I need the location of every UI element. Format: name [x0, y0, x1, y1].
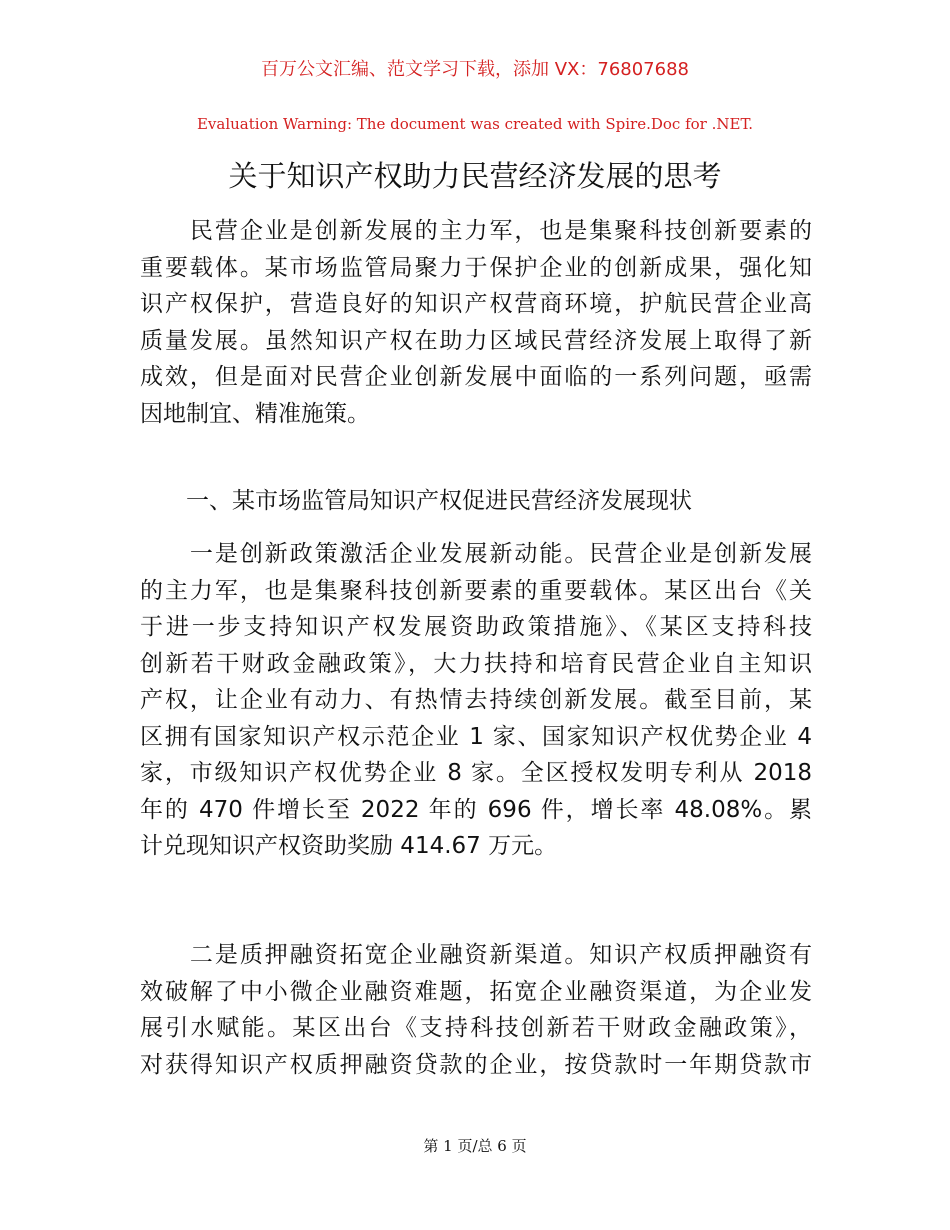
paragraph-line: 家，市级知识产权优势企业 8 家。全区授权发明专利从 2018 — [140, 760, 812, 786]
section-heading-text: 一、某市场监管局知识产权促进民营经济发展现状 — [140, 488, 692, 514]
paragraph-line: 年的 470 件增长至 2022 年的 696 件，增长率 48.08%。累 — [140, 796, 812, 823]
paragraph-line: 效破解了中小微企业融资难题，拓宽企业融资渠道，为企业发 — [140, 978, 812, 1005]
paragraph-line: 对获得知识产权质押融资贷款的企业，按贷款时一年期贷款市 — [140, 1051, 812, 1078]
header-banner: 百万公文汇编、范文学习下载，添加 VX：76807688 — [261, 59, 689, 80]
paragraph-innovation-policy — [140, 536, 812, 865]
paragraph-line: 展引水赋能。某区出台《支持科技创新若干财政金融政策》， — [140, 1015, 812, 1041]
paragraph-line: 创新若干财政金融政策》，大力扶持和培育民营企业自主知识 — [140, 650, 812, 677]
paragraph-line: 因地制宜、精准施策。 — [140, 400, 370, 427]
paragraph-line: 二是质押融资拓宽企业融资新渠道。知识产权质押融资有 — [140, 942, 812, 968]
paragraph-line: 产权，让企业有动力、有热情去持续创新发展。截至目前，某 — [140, 687, 812, 713]
paragraph-line: 质量发展。虽然知识产权在助力区域民营经济发展上取得了新 — [140, 327, 812, 354]
page-footer: 第 1 页/总 6 页 — [423, 1137, 527, 1155]
paragraph-line: 识产权保护，营造良好的知识产权营商环境，护航民营企业高 — [140, 291, 812, 317]
paragraph-line: 计兑现知识产权资助奖励 414.67 万元。 — [140, 833, 558, 859]
paragraph-line: 于进一步支持知识产权发展资助政策措施》、《某区支持科技 — [140, 614, 812, 640]
paragraph-line: 民营企业是创新发展的主力军，也是集聚科技创新要素的 — [140, 218, 812, 244]
document-title: 关于知识产权助力民营经济发展的思考 — [228, 159, 722, 193]
paragraph-line: 一是创新政策激活企业发展新动能。民营企业是创新发展 — [140, 541, 812, 567]
paragraph-line: 成效，但是面对民营企业创新发展中面临的一系列问题，亟需 — [140, 364, 812, 390]
paragraph-pledge-financing — [140, 937, 812, 1083]
paragraph-line: 的主力军，也是集聚科技创新要素的重要载体。某区出台《关 — [140, 577, 812, 604]
evaluation-warning: Evaluation Warning: The document was created with Spire.Doc for .NET. — [196, 115, 754, 133]
paragraph-line: 重要载体。某市场监管局聚力于保护企业的创新成果，强化知 — [140, 254, 812, 281]
paragraph-intro — [140, 213, 812, 432]
section-heading-1 — [140, 483, 812, 520]
paragraph-line: 区拥有国家知识产权示范企业 1 家、国家知识产权优势企业 4 — [140, 723, 812, 750]
